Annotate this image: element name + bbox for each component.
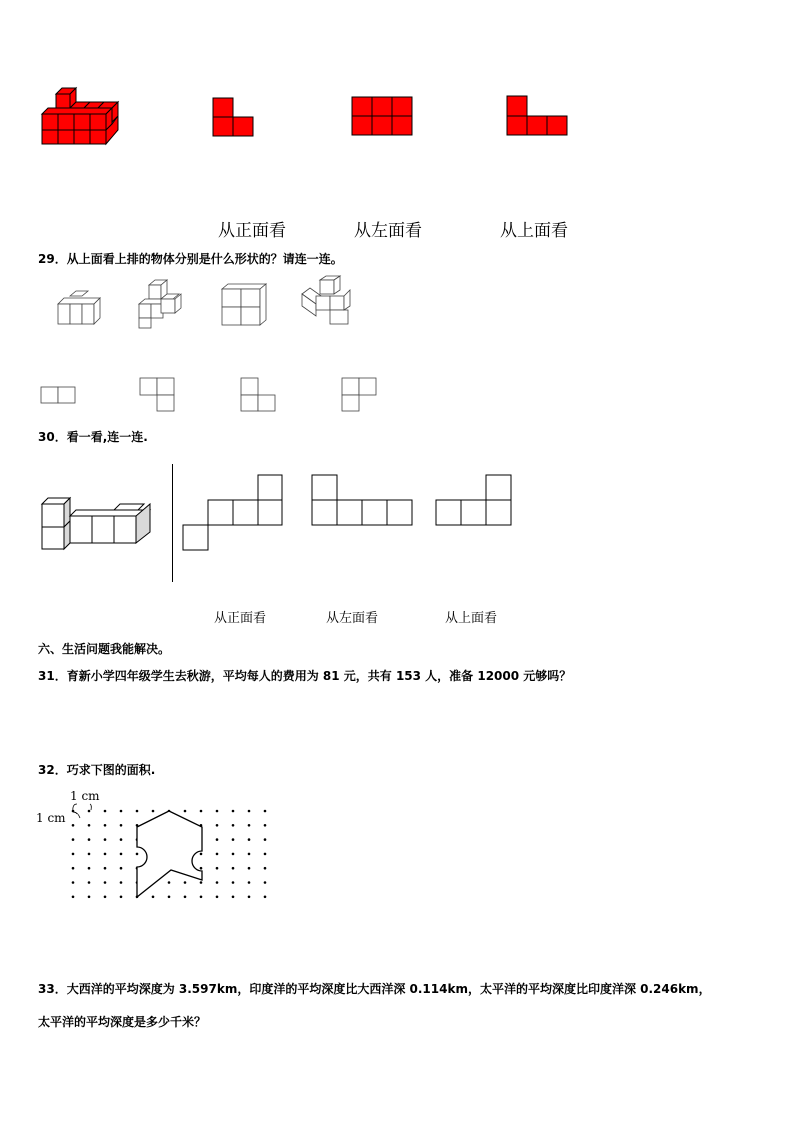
grid-dot — [168, 896, 171, 899]
dot-grid-figure — [60, 800, 280, 910]
question-number: 33． — [38, 982, 67, 996]
red-3d-solid — [40, 80, 130, 150]
grid-dot — [88, 853, 91, 856]
unit-label-top: 1 cm — [70, 789, 100, 803]
question-29 — [38, 250, 343, 267]
q30-3d-solid — [40, 496, 155, 552]
question-31 — [38, 667, 571, 684]
grid-dot — [72, 810, 75, 813]
grid-dot — [200, 853, 203, 856]
grid-dot — [216, 824, 219, 827]
grid-dot — [216, 838, 219, 841]
grid-dot — [232, 896, 235, 899]
question-number: 31． — [38, 669, 67, 683]
grid-dot — [216, 881, 219, 884]
grid-dot — [72, 824, 75, 827]
grid-dot — [104, 896, 107, 899]
grid-dot — [200, 896, 203, 899]
question-30 — [38, 428, 148, 445]
grid-dot — [232, 824, 235, 827]
grid-dot — [120, 824, 123, 827]
grid-dot — [264, 881, 267, 884]
red-view-l-shape — [212, 97, 256, 139]
question-number: 30． — [38, 430, 67, 444]
view-label-left: 从左面看 — [354, 221, 422, 241]
question-text: 看一看,连一连. — [66, 430, 148, 444]
grid-dot — [104, 824, 107, 827]
red-view-rectangle — [351, 96, 415, 138]
grid-dot — [264, 824, 267, 827]
grid-dot — [72, 838, 75, 841]
grid-dot — [136, 810, 139, 813]
grid-dot — [232, 838, 235, 841]
grid-dot — [248, 824, 251, 827]
grid-dot — [88, 824, 91, 827]
q30-label-top: 从上面看 — [445, 611, 498, 626]
grid-dot — [184, 881, 187, 884]
grid-dot — [104, 853, 107, 856]
grid-dot — [120, 810, 123, 813]
grid-dot — [72, 867, 75, 870]
grid-dot — [72, 896, 75, 899]
grid-dot — [264, 810, 267, 813]
divider-line — [172, 464, 173, 582]
question-text: 育新小学四年级学生去秋游，平均每人的费用为 81 元，共有 153 人，准备 12000 元够吗？ — [66, 669, 572, 683]
question-number: 32． — [38, 763, 67, 777]
grid-dot — [248, 810, 251, 813]
question-32 — [38, 761, 155, 778]
grid-dot — [200, 881, 203, 884]
grid-dot — [120, 896, 123, 899]
grid-dot — [248, 838, 251, 841]
grid-dot — [88, 810, 91, 813]
grid-dot — [232, 867, 235, 870]
q29-solid-1 — [56, 294, 104, 328]
grid-dot — [120, 867, 123, 870]
question-text: 从上面看上排的物体分别是什么形状的？请连一连。 — [66, 252, 343, 266]
question-number: 29． — [38, 252, 67, 266]
grid-dot — [216, 853, 219, 856]
section-6-title: 六、生活问题我能解决。 — [38, 642, 171, 656]
q30-label-left: 从左面看 — [326, 611, 379, 626]
grid-dot — [184, 810, 187, 813]
red-view-long-l — [506, 95, 570, 137]
q29-solid-3 — [220, 282, 270, 328]
grid-dot — [104, 810, 107, 813]
grid-dot — [264, 867, 267, 870]
grid-dot — [248, 867, 251, 870]
question-33-line-1 — [38, 980, 711, 997]
question-text: 巧求下图的面积. — [66, 763, 156, 777]
grid-dot — [184, 896, 187, 899]
view-label-top: 从上面看 — [500, 221, 568, 241]
grid-dot — [120, 881, 123, 884]
unit-label-left: 1 cm — [36, 811, 66, 825]
grid-dot — [152, 896, 155, 899]
question-33-line-2: 太平洋的平均深度是多少千米？ — [38, 1015, 207, 1029]
q29-answer-shape-4 — [341, 377, 379, 413]
grid-dot — [264, 853, 267, 856]
grid-dot — [216, 896, 219, 899]
grid-dot — [264, 838, 267, 841]
grid-dot — [264, 896, 267, 899]
grid-dot — [248, 896, 251, 899]
grid-dot — [152, 810, 155, 813]
grid-dot — [200, 810, 203, 813]
question-text: 大西洋的平均深度为 3.597km，印度洋的平均深度比大西洋深 0.114km，太平洋的平均深度比印度洋深 0.246km， — [66, 982, 711, 996]
grid-dot — [120, 838, 123, 841]
grid-dot — [216, 810, 219, 813]
grid-dot — [88, 896, 91, 899]
grid-dot — [136, 853, 139, 856]
grid-dot — [88, 838, 91, 841]
grid-dot — [168, 881, 171, 884]
grid-dot — [232, 853, 235, 856]
grid-dot — [104, 867, 107, 870]
q29-solid-4 — [300, 276, 356, 328]
grid-dot — [88, 867, 91, 870]
q30-view-shape-2 — [311, 474, 415, 528]
grid-dot — [104, 881, 107, 884]
grid-dot — [216, 867, 219, 870]
grid-dot — [200, 867, 203, 870]
grid-dot — [120, 853, 123, 856]
q29-answer-shape-2 — [139, 377, 177, 413]
grid-dot — [232, 810, 235, 813]
q30-view-shape-3 — [435, 474, 515, 528]
view-label-front: 从正面看 — [218, 221, 286, 241]
q29-solid-2 — [137, 280, 189, 330]
q29-answer-shape-3 — [240, 377, 278, 413]
q30-view-shape-1 — [182, 474, 286, 554]
grid-dot — [72, 881, 75, 884]
grid-dot — [72, 853, 75, 856]
grid-dot — [232, 881, 235, 884]
grid-dot — [248, 853, 251, 856]
grid-dot — [104, 838, 107, 841]
q30-label-front: 从正面看 — [214, 611, 267, 626]
grid-dot — [248, 881, 251, 884]
q29-answer-shape-1 — [40, 386, 76, 406]
grid-dot — [88, 881, 91, 884]
